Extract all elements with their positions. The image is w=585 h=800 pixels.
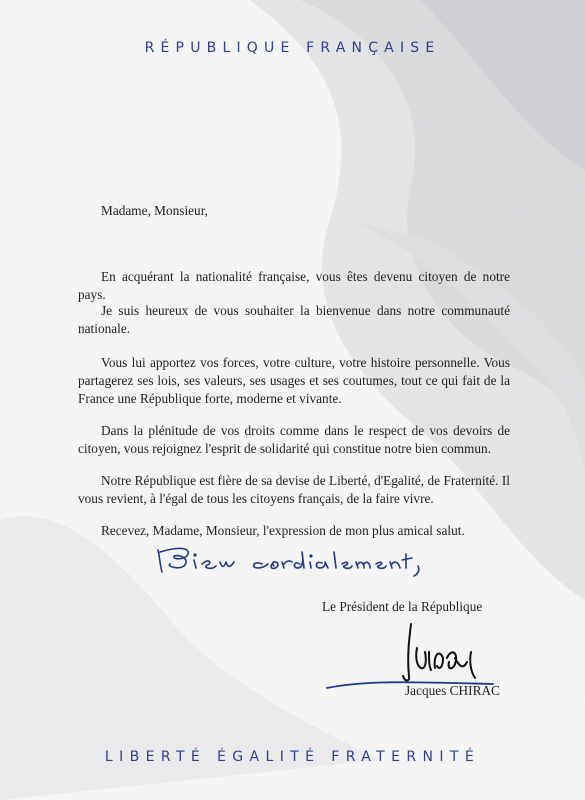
motto-footer: LIBERTÉ ÉGALITÉ FRATERNITÉ	[104, 749, 481, 765]
paragraph-4: Dans la plénitude de vos droits comme dans le respect de vos devoirs de citoyen, vous rejoignez l'esprit de solidarité qui constitue notre bien commun.	[78, 423, 510, 456]
paragraph-2: Je suis heureux de vous souhaiter la bienvenue dans notre communauté nationale.	[78, 303, 510, 336]
paragraph-6: Recevez, Madame, Monsieur, l'expression de mon plus amical salut.	[101, 523, 465, 538]
signoff-title: Le Président de la République	[322, 599, 483, 614]
handwritten-closing	[150, 538, 430, 586]
signatory-name: Jacques CHIRAC	[405, 683, 500, 698]
greeting: Madame, Monsieur,	[101, 203, 208, 218]
paragraph-3: Vous lui apportez vos forces, votre culture, votre histoire personnelle. Vous partagerez ses lois, ses valeurs, ses usages et ses coutumes, tout ce qui fait de la France une République forte, moderne et vivante.	[78, 355, 510, 406]
republic-header: RÉPUBLIQUE FRANÇAISE	[144, 40, 441, 56]
paragraph-1: En acquérant la nationalité française, vous êtes devenu citoyen de notre pays.	[78, 269, 510, 302]
paragraph-5: Notre République est fière de sa devise de Liberté, d'Egalité, de Fraternité. Il vous revient, à l'égal de tous les citoyens français, de la faire vivre.	[78, 473, 510, 506]
